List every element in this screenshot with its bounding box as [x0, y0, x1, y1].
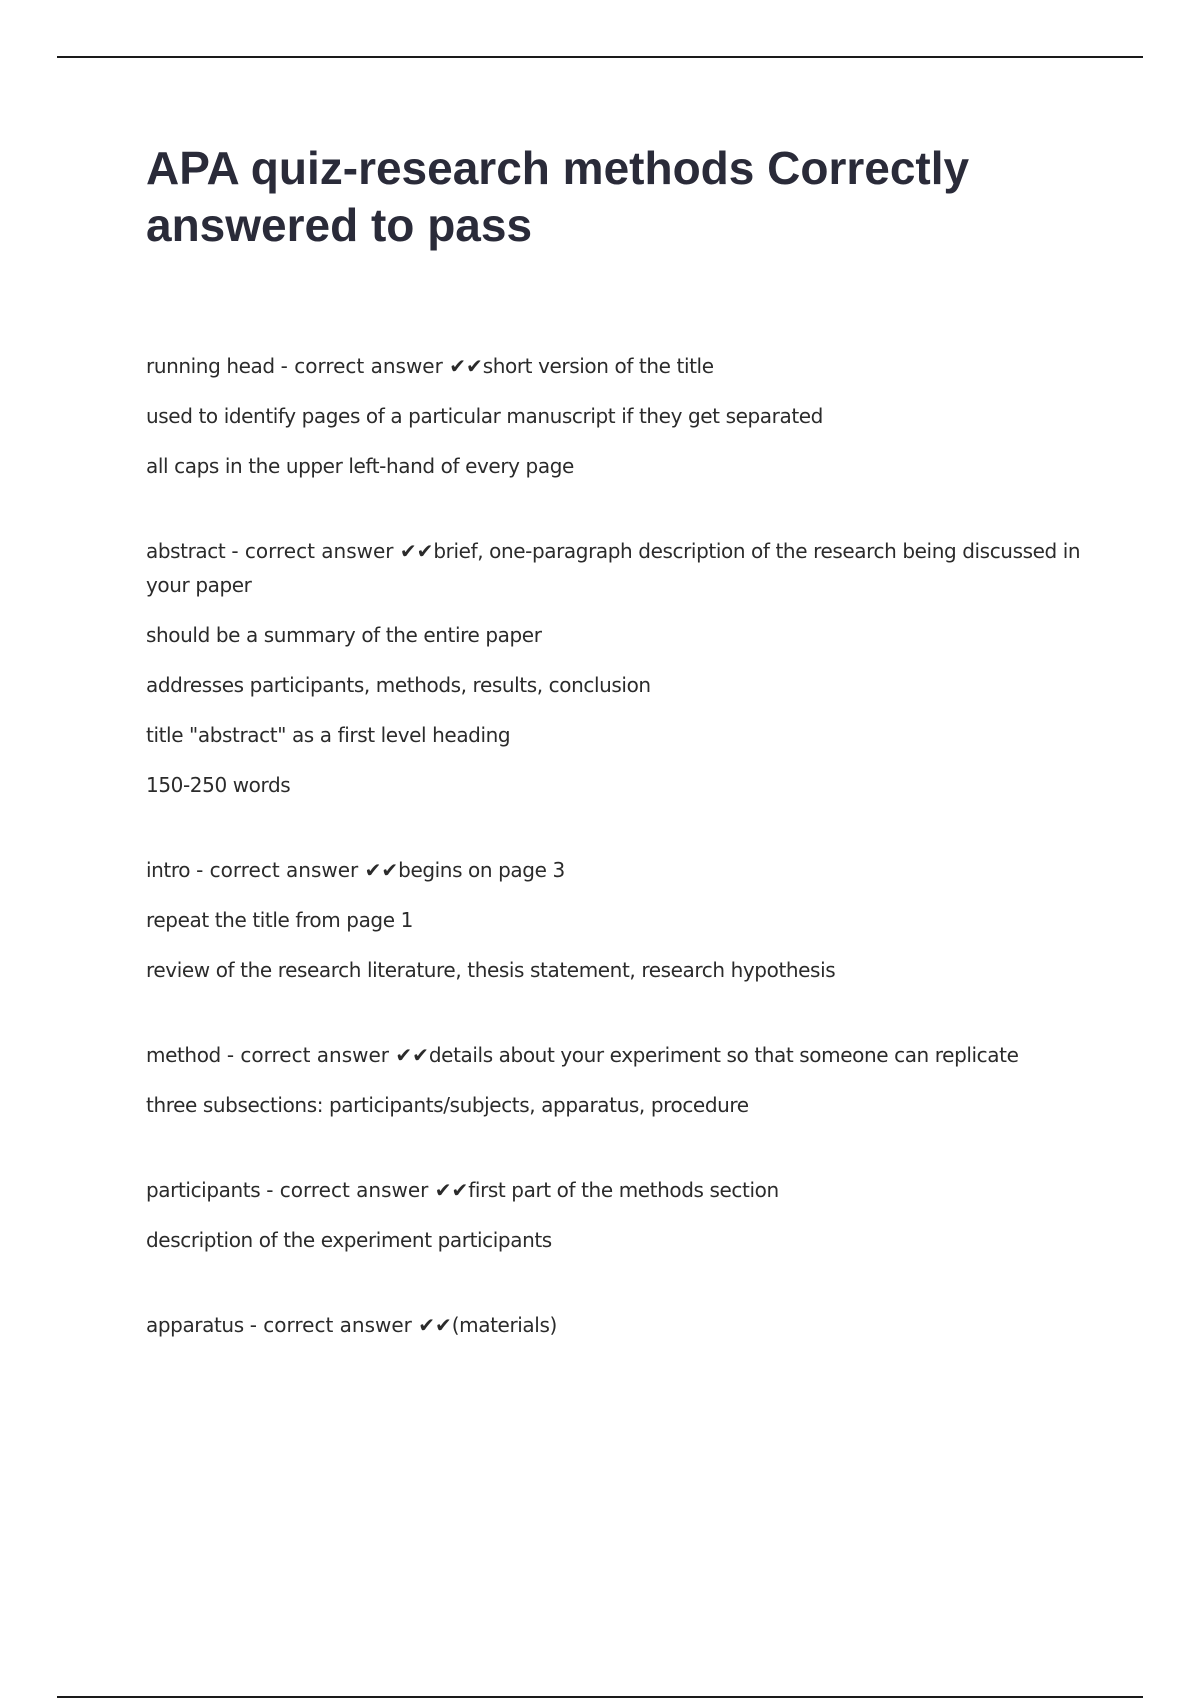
term-name: abstract — [146, 539, 226, 563]
answer-separator: - correct answer ✔✔ — [249, 1313, 452, 1337]
answer-separator: - correct answer ✔✔ — [196, 858, 399, 882]
term-block — [146, 1308, 1086, 1342]
term-definition-line — [146, 853, 1086, 887]
term-detail: 150-250 words — [146, 773, 291, 797]
term-block — [146, 853, 1086, 987]
term-definition-line — [146, 534, 1086, 602]
term-name: intro — [146, 858, 191, 882]
term-detail: addresses participants, methods, results, conclusion — [146, 673, 651, 697]
term-block — [146, 349, 1086, 483]
term-list — [146, 349, 1086, 1342]
term-definition-line — [146, 1173, 1086, 1207]
term-detail: review of the research literature, thesis statement, research hypothesis — [146, 958, 836, 982]
document-title: APA quiz-research methods Correctly answered to pass — [146, 142, 970, 251]
term-detail: all caps in the upper left-hand of every page — [146, 454, 574, 478]
answer-separator: - correct answer ✔✔ — [231, 539, 434, 563]
term-answer: details about your experiment so that someone can replicate — [428, 1043, 1019, 1067]
term-detail: repeat the title from page 1 — [146, 908, 413, 932]
term-name: running head — [146, 354, 275, 378]
term-detail: used to identify pages of a particular manuscript if they get separated — [146, 404, 823, 428]
term-answer: first part of the methods section — [468, 1178, 779, 1202]
term-answer: short version of the title — [482, 354, 714, 378]
answer-separator: - correct answer ✔✔ — [266, 1178, 469, 1202]
top-rule — [57, 56, 1143, 58]
document-body — [146, 140, 1086, 1393]
term-detail: description of the experiment participants — [146, 1228, 552, 1252]
term-block — [146, 534, 1086, 802]
term-name: method — [146, 1043, 221, 1067]
answer-separator: - correct answer ✔✔ — [280, 354, 483, 378]
term-detail: should be a summary of the entire paper — [146, 623, 542, 647]
term-answer: (materials) — [451, 1313, 557, 1337]
term-block — [146, 1038, 1086, 1122]
term-definition-line — [146, 349, 1086, 383]
term-definition-line — [146, 1038, 1086, 1072]
term-detail: title "abstract" as a first level heading — [146, 723, 511, 747]
term-name: participants — [146, 1178, 261, 1202]
term-name: apparatus — [146, 1313, 244, 1337]
term-definition-line — [146, 1308, 1086, 1342]
term-answer: brief, one-paragraph description of the research being discussed in your paper — [146, 539, 1081, 597]
answer-separator: - correct answer ✔✔ — [226, 1043, 429, 1067]
bottom-rule — [57, 1696, 1143, 1698]
term-detail: three subsections: participants/subjects, apparatus, procedure — [146, 1093, 749, 1117]
term-block — [146, 1173, 1086, 1257]
term-answer: begins on page 3 — [398, 858, 565, 882]
